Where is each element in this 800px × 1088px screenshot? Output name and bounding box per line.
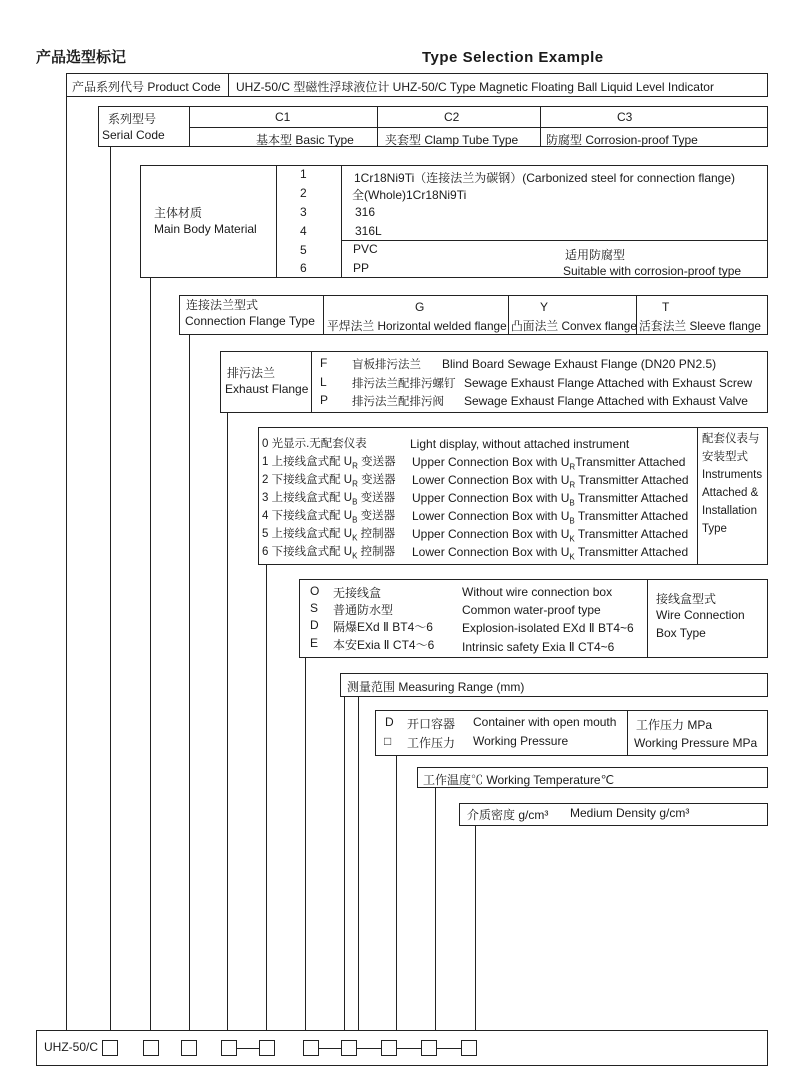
- instrument-option-en: Lower Connection Box with $U_K$ Transmitter Attached: [412, 545, 689, 562]
- instrument-option-en: Light display, without attached instrument: [410, 437, 630, 451]
- serial-name-c2: 夹套型 Clamp Tube Type: [385, 133, 519, 147]
- cell-divider: [276, 165, 277, 278]
- exhaust-cn: 盲板排污法兰: [352, 359, 421, 371]
- density-en: Medium Density g/cm³: [570, 806, 690, 820]
- cell-divider: [189, 127, 768, 128]
- cell-divider: [323, 295, 324, 335]
- code-dash: [437, 1048, 461, 1049]
- instrument-option-en: Lower Connection Box with $U_B$ Transmitter Attached: [412, 509, 689, 526]
- wirebox-en: Explosion-isolated EXd Ⅱ BT4~6: [462, 621, 634, 635]
- exhaust-code: F: [320, 356, 328, 370]
- serial-label-en: Serial Code: [102, 128, 165, 142]
- flange-name-t: 活套法兰 Sleeve flange: [639, 319, 761, 333]
- temperature-label: 工作温度℃ Working Temperature℃: [423, 773, 615, 787]
- instrument-side-cn: 配套仪表与安装型式: [702, 433, 760, 463]
- serial-name-c1: 基本型 Basic Type: [256, 133, 354, 147]
- wirebox-side-en2: Box Type: [656, 626, 706, 640]
- code-dash: [237, 1048, 259, 1049]
- code-box-temperature: [421, 1040, 437, 1056]
- exhaust-cn: 排污法兰配排污螺钉: [352, 378, 456, 390]
- connector-line: [150, 277, 151, 1030]
- wirebox-en: Intrinsic safety Exia Ⅱ CT4~6: [462, 640, 615, 654]
- code-box-serial: [102, 1040, 118, 1056]
- instrument-option-cn: 0 光显示.无配套仪表: [262, 438, 367, 450]
- measuring-range-label: 测量范围 Measuring Range (mm): [347, 680, 525, 694]
- wirebox-cn: 隔爆EXd Ⅱ BT4～6: [333, 620, 433, 634]
- material-text: PP: [353, 261, 370, 275]
- wirebox-code: E: [310, 636, 319, 650]
- instrument-option-cn: 4 下接线盒式配 $U_B$ 变送器: [262, 510, 396, 525]
- connector-line: [396, 756, 397, 1030]
- cell-divider: [311, 351, 312, 413]
- product-code-label: 产品系列代号 Product Code: [72, 80, 221, 94]
- code-dash: [397, 1048, 421, 1049]
- pressure-side-en: Working Pressure MPa: [634, 736, 758, 750]
- heading-cn: 产品选型标记: [36, 49, 127, 66]
- flange-code-g: G: [415, 300, 425, 314]
- wirebox-code: O: [310, 584, 320, 598]
- product-code-value: UHZ-50/C 型磁性浮球液位计 UHZ-50/C Type Magnetic Floating Ball Liquid Level Indicator: [236, 80, 714, 94]
- cell-divider: [697, 427, 698, 565]
- material-no: 6: [300, 261, 307, 275]
- material-no: 2: [300, 186, 307, 200]
- instrument-option-en: Upper Connection Box with $U_RTransmitter$ Attached: [412, 455, 686, 472]
- exhaust-code: P: [320, 393, 329, 407]
- material-note-cn: 适用防腐型: [565, 248, 626, 262]
- connector-line: [266, 564, 267, 1030]
- code-box-measuring: [341, 1040, 357, 1056]
- connector-line: [435, 787, 436, 1030]
- cell-divider: [627, 710, 628, 756]
- connector-line: [189, 334, 190, 1030]
- material-no: 5: [300, 243, 307, 257]
- connector-line: [66, 73, 67, 1030]
- serial-code-c3: C3: [617, 110, 633, 124]
- wirebox-cn: 本安Exia Ⅱ CT4～6: [333, 638, 435, 652]
- exhaust-en: Blind Board Sewage Exhaust Flange (DN20 PN2.5): [442, 357, 717, 371]
- connector-line: [110, 146, 111, 1030]
- density-cn: 介质密度 g/cm³: [467, 808, 549, 822]
- wirebox-side-cn: 接线盒型式: [656, 592, 717, 606]
- material-no: 4: [300, 224, 307, 238]
- cell-divider: [228, 73, 229, 97]
- flange-code-t: T: [662, 300, 670, 314]
- instrument-side-label: [702, 430, 766, 538]
- heading-en: Type Selection Example: [422, 49, 604, 66]
- flange-label-en: Connection Flange Type: [185, 314, 315, 328]
- code-box-instrument: [259, 1040, 275, 1056]
- wirebox-en: Common water-proof type: [462, 603, 601, 617]
- pressure-cn: 开口容器: [407, 717, 456, 731]
- model-prefix: UHZ-50/C: [44, 1040, 99, 1054]
- connector-line: [227, 412, 228, 1030]
- code-box-density: [461, 1040, 477, 1056]
- pressure-cn: 工作压力: [407, 736, 456, 750]
- instrument-side-en: Instruments Attached & Installation Type: [702, 469, 763, 535]
- exhaust-cn: 排污法兰配排污阀: [352, 396, 444, 408]
- material-label-cn: 主体材质: [154, 206, 203, 220]
- flange-name-g: 平焊法兰 Horizontal welded flange: [327, 319, 507, 333]
- material-text: 全(Whole)1Cr18Ni9Ti: [352, 188, 467, 202]
- connector-line: [344, 696, 345, 1030]
- code-box-flange: [181, 1040, 197, 1056]
- code-box-exhaust: [221, 1040, 237, 1056]
- pressure-en: Container with open mouth: [473, 715, 617, 729]
- serial-name-c3: 防腐型 Corrosion-proof Type: [546, 133, 698, 147]
- flange-name-y: 凸面法兰 Convex flange: [511, 319, 637, 333]
- material-text: 1Cr18Ni9Ti（连接法兰为碳钢）(Carbonized steel for connection flange): [354, 171, 736, 185]
- cell-divider: [508, 295, 509, 335]
- cell-divider: [341, 165, 342, 278]
- exhaust-en: Sewage Exhaust Flange Attached with Exhaust Screw: [464, 376, 753, 390]
- cell-divider: [540, 106, 541, 147]
- instrument-option-en: Upper Connection Box with $U_B$ Transmitter Attached: [412, 491, 689, 508]
- wirebox-side-en1: Wire Connection: [656, 608, 745, 622]
- code-box-wirebox: [303, 1040, 319, 1056]
- instrument-option-cn: 5 上接线盒式配 $U_K$ 控制器: [262, 528, 396, 543]
- code-box-material: [143, 1040, 159, 1056]
- wirebox-cn: 普通防水型: [333, 603, 394, 617]
- connector-line: [358, 696, 359, 1030]
- material-no: 1: [300, 167, 307, 181]
- pressure-code: □: [384, 734, 392, 748]
- wirebox-code: D: [310, 618, 319, 632]
- connector-line: [305, 657, 306, 1030]
- code-dash: [319, 1048, 341, 1049]
- flange-label-cn: 连接法兰型式: [186, 298, 259, 312]
- serial-code-c2: C2: [444, 110, 460, 124]
- flange-code-y: Y: [540, 300, 549, 314]
- instrument-option-cn: 6 下接线盒式配 $U_K$ 控制器: [262, 546, 396, 561]
- code-dash: [357, 1048, 381, 1049]
- code-box-pressure: [381, 1040, 397, 1056]
- connector-line: [475, 825, 476, 1030]
- pressure-en: Working Pressure: [473, 734, 569, 748]
- cell-divider: [647, 579, 648, 658]
- material-no: 3: [300, 205, 307, 219]
- wirebox-en: Without wire connection box: [462, 585, 613, 599]
- cell-divider: [341, 240, 768, 241]
- instrument-option-cn: 3 上接线盒式配 $U_B$ 变送器: [262, 492, 396, 507]
- exhaust-code: L: [320, 375, 327, 389]
- exhaust-label-en: Exhaust Flange: [225, 382, 309, 396]
- material-text: 316: [355, 205, 376, 219]
- instrument-option-en: Upper Connection Box with $U_K$ Transmitter Attached: [412, 527, 689, 544]
- exhaust-en: Sewage Exhaust Flange Attached with Exhaust Valve: [464, 394, 748, 408]
- material-text: 316L: [355, 224, 382, 238]
- pressure-side-cn: 工作压力 MPa: [636, 718, 713, 732]
- material-note-en: Suitable with corrosion-proof type: [563, 264, 742, 278]
- exhaust-label-cn: 排污法兰: [227, 366, 276, 380]
- instrument-option-cn: 2 下接线盒式配 $U_R$ 变送器: [262, 474, 396, 489]
- material-label-en: Main Body Material: [154, 222, 257, 236]
- instrument-option-en: Lower Connection Box with $U_R$ Transmitter Attached: [412, 473, 689, 490]
- serial-code-c1: C1: [275, 110, 291, 124]
- serial-label-cn: 系列型号: [108, 112, 157, 126]
- wirebox-cn: 无接线盒: [333, 586, 382, 600]
- wirebox-code: S: [310, 601, 319, 615]
- instrument-option-cn: 1 上接线盒式配 $U_R$ 变送器: [262, 456, 396, 471]
- cell-divider: [377, 106, 378, 147]
- material-text: PVC: [353, 242, 378, 256]
- pressure-code: D: [385, 715, 394, 729]
